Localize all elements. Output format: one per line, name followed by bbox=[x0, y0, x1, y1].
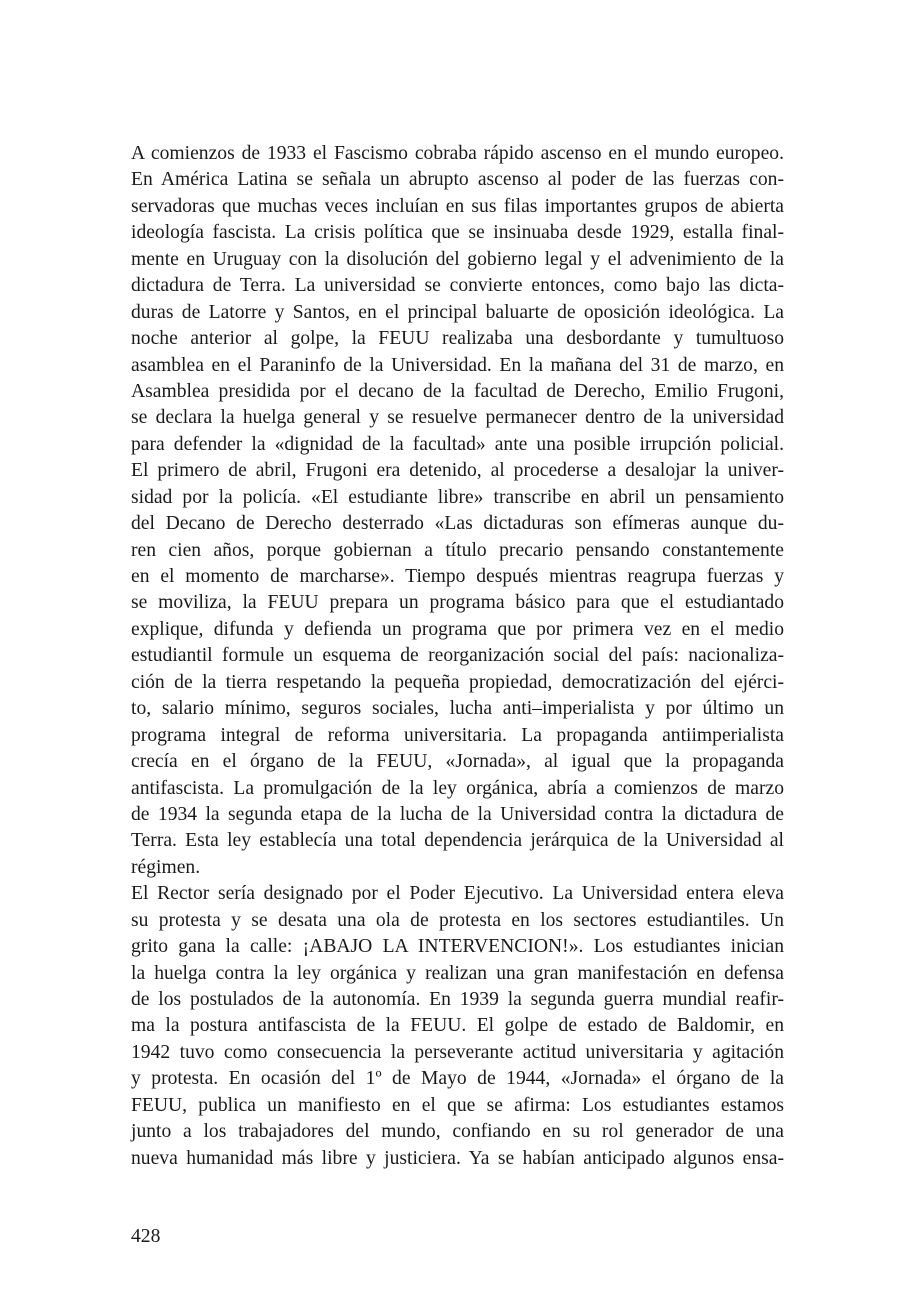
text-line: grito gana la calle: ¡ABAJO LA INTERVENCION!». Los estudiantes inician bbox=[131, 936, 784, 958]
text-line: ción de la tierra respetando la pequeña propiedad, democratización del ejérci- bbox=[131, 671, 784, 693]
text-line: asamblea en el Paraninfo de la Universidad. En la mañana del 31 de marzo, en bbox=[131, 354, 784, 376]
text-line: to, salario mínimo, seguros sociales, lucha anti–imperialista y por último un bbox=[131, 698, 784, 720]
text-line: en el momento de marcharse». Tiempo después mientras reagrupa fuerzas y bbox=[131, 566, 784, 587]
text-line: estudiantil formule un esquema de reorganización social del país: nacionaliza- bbox=[131, 645, 784, 667]
text-line: servadoras que muchas veces incluían en sus filas importantes grupos de abierta bbox=[131, 195, 784, 217]
text-line: la huelga contra la ley orgánica y realizan una gran manifestación en defensa bbox=[131, 962, 784, 984]
text-line: se declara la huelga general y se resuelve permanecer dentro de la universidad bbox=[131, 407, 784, 429]
text-line: ma la postura antifascista de la FEUU. El golpe de estado de Baldomir, en bbox=[131, 1015, 784, 1037]
text-line: El Rector sería designado por el Poder Ejecutivo. La Universidad entera eleva bbox=[131, 883, 784, 905]
text-line: ren cien años, porque gobiernan a título precario pensando constantemente bbox=[131, 539, 784, 561]
text-line: FEUU, publica un manifiesto en el que se afirma: Los estudiantes estamos bbox=[131, 1094, 784, 1116]
text-line: En América Latina se señala un abrupto ascenso al poder de las fuerzas con- bbox=[131, 169, 784, 191]
text-line: ideología fascista. La crisis política que se insinuaba desde 1929, estalla final- bbox=[131, 222, 784, 244]
text-line: noche anterior al golpe, la FEUU realizaba una desbordante y tumultuoso bbox=[131, 328, 784, 350]
page-number: 428 bbox=[131, 1226, 161, 1247]
text-line: explique, difunda y defienda un programa que por primera vez en el medio bbox=[131, 618, 784, 640]
text-line: A comienzos de 1933 el Fascismo cobraba rápido ascenso en el mundo europeo. bbox=[131, 143, 784, 164]
text-line: Asamblea presidida por el decano de la facultad de Derecho, Emilio Frugoni, bbox=[131, 380, 784, 402]
text-line: de los postulados de la autonomía. En 1939 la segunda guerra mundial reafir- bbox=[131, 989, 784, 1010]
text-line: Terra. Esta ley establecía una total dependencia jerárquica de la Universidad al bbox=[131, 830, 784, 852]
text-line: se moviliza, la FEUU prepara un programa básico para que el estudiantado bbox=[131, 592, 784, 614]
text-line: su protesta y se desata una ola de protesta en los sectores estudiantiles. Un bbox=[131, 909, 784, 931]
text-line: 1942 tuvo como consecuencia la perseverante actitud universitaria y agitación bbox=[131, 1041, 784, 1063]
text-line: programa integral de reforma universitaria. La propaganda antiimperialista bbox=[131, 724, 784, 746]
body-text bbox=[131, 141, 784, 1172]
text-line: de 1934 la segunda etapa de la lucha de la Universidad contra la dictadura de bbox=[131, 803, 784, 825]
text-line: crecía en el órgano de la FEUU, «Jornada», al igual que la propaganda bbox=[131, 751, 784, 773]
text-line: para defender la «dignidad de la facultad» ante una posible irrupción policial. bbox=[131, 433, 784, 455]
text-line: mente en Uruguay con la disolución del gobierno legal y el advenimiento de la bbox=[131, 248, 784, 270]
text-line: del Decano de Derecho desterrado «Las dictaduras son efímeras aunque du- bbox=[131, 513, 784, 535]
text-line: sidad por la policía. «El estudiante libre» transcribe en abril un pensamiento bbox=[131, 486, 784, 508]
text-line: dictadura de Terra. La universidad se convierte entonces, como bajo las dicta- bbox=[131, 275, 784, 297]
text-line: junto a los trabajadores del mundo, confiando en su rol generador de una bbox=[131, 1121, 784, 1143]
text-line: régimen. bbox=[131, 856, 201, 878]
text-line: antifascista. La promulgación de la ley orgánica, abría a comienzos de marzo bbox=[131, 777, 784, 799]
text-line: nueva humanidad más libre y justiciera. Ya se habían anticipado algunos ensa- bbox=[131, 1147, 784, 1169]
text-line: El primero de abril, Frugoni era detenido, al procederse a desalojar la univer- bbox=[131, 460, 784, 482]
text-line: duras de Latorre y Santos, en el principal baluarte de oposición ideológica. La bbox=[131, 301, 784, 323]
text-line: y protesta. En ocasión del 1º de Mayo de 1944, «Jornada» el órgano de la bbox=[131, 1068, 784, 1090]
